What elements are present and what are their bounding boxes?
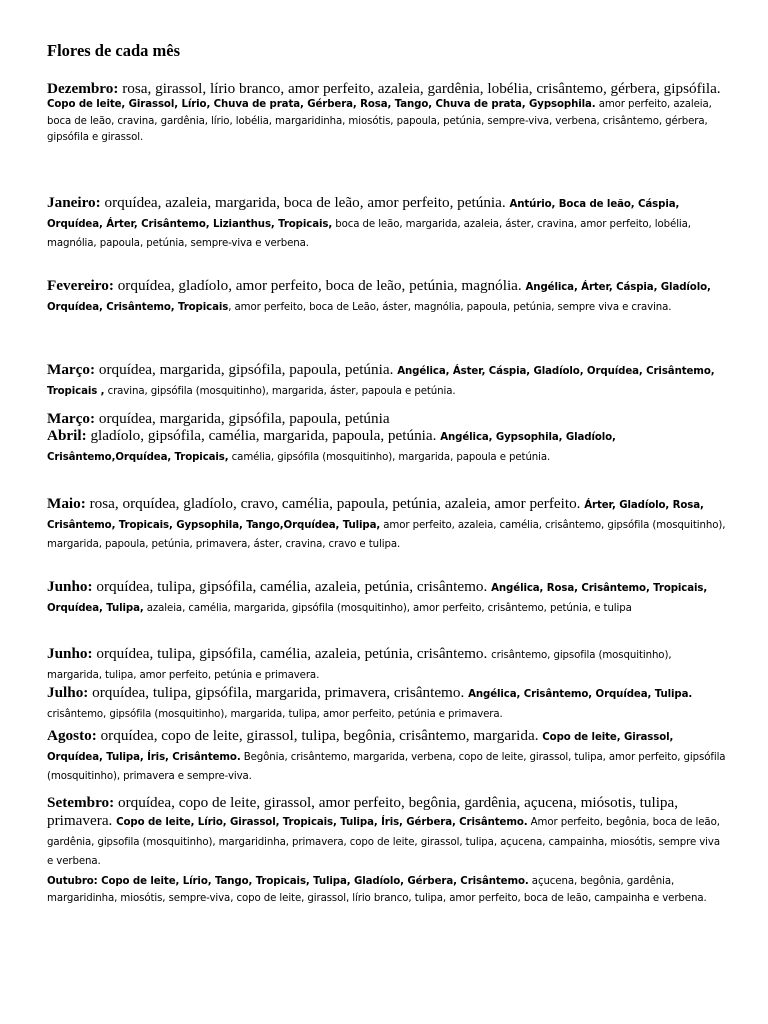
month-summary [47,361,397,378]
month-details-bold: Angélica, Áster, Cáspia, Gladíolo, Orquídea, Crisântemo, Tropicais , [47,366,715,397]
month-summary [47,578,491,595]
month-flowers: orquídea, copo de leite, girassol, tulipa, begônia, crisântemo, margarida. [96,727,543,744]
month-label: Maio: [47,495,86,512]
month-label: Março: [47,410,96,427]
month-summary [47,495,584,512]
month-flowers: orquídea, tulipa, gipsófila, camélia, azaleia, petúnia, crisântemo. [92,578,492,595]
month-details-text: azaleia, camélia, margarida, gipsófila (mosquitinho), amor perfeito, crisântemo, petúnia, e tulipa [143,602,632,614]
month-flowers: orquídea, azaleia, margarida, boca de leão, amor perfeito, petúnia. [100,194,510,211]
month-flowers: orquídea, tulipa, gipsófila, margarida, primavera, crisântemo. [88,684,469,701]
month-flowers: orquídea, gladíolo, amor perfeito, boca de leão, petúnia, magnólia. [113,277,526,294]
month-details-text: camélia, gipsófila (mosquitinho), margarida, papoula e petúnia. [228,451,551,463]
month-details-bold: Copo de leite, Lírio, Girassol, Tropicais, Tulipa, Íris, Gérbera, Crisântemo. [116,817,528,828]
month-details-text: Amor perfeito, begônia, boca de leão, gardênia, gipsofila (mosquitinho), margaridinha, primavera, copo de leite, girassol, tulipa, açucena, campainha, miosótis, sempre viva e verbena. [47,817,720,867]
month-details-text: crisântemo, gipsófila (mosquitinho), margarida, tulipa, amor perfeito, petúnia e primavera. [47,708,503,720]
month-summary [47,684,468,701]
month-label: Agosto: [47,727,97,744]
month-summary [47,410,727,427]
month-flowers: orquídea, copo de leite, girassol, amor perfeito, begônia, gardênia, açucena, miósotis, tulipa, primavera. [47,794,679,829]
month-label: Setembro: [47,794,115,811]
month-summary [47,80,727,97]
month-details-bold: Angélica, Árter, Cáspia, Gladíolo, Orquídea, Crisântemo, Tropicais [47,282,711,313]
section-janeiro [47,194,727,253]
month-summary [47,645,491,662]
month-details-bold: Árter, Gladíolo, Rosa, Crisântemo, Tropicais, Gypsophila, Tango,Orquídea, Tulipa, [47,500,704,531]
month-label: Julho: [47,684,89,701]
section-dezembro [47,80,727,147]
month-details-bold: Copo de leite, Girassol, Lírio, Chuva de prata, Gérbera, Rosa, Tango, Chuva de prata, Gypsophila. [47,99,596,110]
month-summary [47,194,509,211]
month-details-text: amor perfeito, azaleia, boca de leão, cravina, gardênia, lírio, lobélia, margaridinha, miosótis, papoula, petúnia, sempre-viva, verbena, crisântemo, gérbera, gipsófila e girassol. [47,99,712,143]
section-fevereiro [47,277,727,316]
section-junho [47,578,727,617]
month-details-text: crisântemo, gipsofila (mosquitinho), margarida, tulipa, amor perfeito, petúnia e primavera. [47,650,672,681]
month-label: Dezembro: [47,80,119,97]
month-label: Junho: [47,645,93,662]
month-label: Abril: [47,427,87,444]
month-details-text: , amor perfeito, boca de Leão, áster, magnólia, papoula, petúnia, sempre viva e cravina. [228,301,672,313]
section-marco-abril [47,410,727,466]
section-setembro [47,794,727,871]
month-flowers: orquídea, tulipa, gipsófila, camélia, azaleia, petúnia, crisântemo. [92,645,492,662]
month-details [47,817,720,867]
section-marco [47,361,727,400]
month-flowers: orquídea, margarida, gipsófila, papoula, petúnia [95,410,390,427]
month-summary [47,427,440,444]
month-flowers: gladíolo, gipsófila, camélia, margarida, papoula, petúnia. [86,427,441,444]
month-label: Março: [47,361,96,378]
month-summary [47,727,542,744]
month-details-text: boca de leão, margarida, azaleia, áster, cravina, amor perfeito, lobélia, magnólia, papoula, petúnia, sempre-viva e verbena. [47,218,691,249]
month-label: Fevereiro: [47,277,114,294]
month-flowers: orquídea, margarida, gipsófila, papoula, petúnia. [95,361,398,378]
section-maio [47,495,727,554]
month-details-text: amor perfeito, azaleia, camélia, crisântemo, gipsófila (mosquitinho), margarida, papoula, petúnia, primavera, áster, cravina, cravo e tulipa. [47,519,726,550]
month-flowers: rosa, orquídea, gladíolo, cravo, camélia, papoula, petúnia, azaleia, amor perfeito. [85,495,585,512]
month-details-bold: Angélica, Gypsophila, Gladíolo, Crisântemo,Orquídea, Tropicais, [47,432,616,463]
month-details-text: cravina, gipsófila (mosquitinho), margarida, áster, papoula e petúnia. [104,385,456,397]
month-details-bold: Angélica, Rosa, Crisântemo, Tropicais, Orquídea, Tulipa, [47,583,708,614]
section-agosto [47,727,727,786]
document-title: Flores de cada mês [47,41,181,60]
section-junho-julho [47,645,727,723]
month-label: Janeiro: [47,194,101,211]
month-details-bold: Outubro: Copo de leite, Lírio, Tango, Tropicais, Tulipa, Gladíolo, Gérbera, Crisântemo. [47,876,529,887]
month-details-bold: Antúrio, Boca de leão, Cáspia, Orquídea, Árter, Crisântemo, Lizianthus, Tropicais, [47,199,680,230]
month-flowers: rosa, girassol, lírio branco, amor perfeito, azaleia, gardênia, lobélia, crisântemo, gérbera, gipsófila. [118,80,721,97]
month-details-bold: Copo de leite, Girassol, Orquídea, Tulipa, Íris, Crisântemo. [47,732,674,763]
month-summary [47,277,526,294]
month-details [47,97,727,147]
section-outubro [47,874,727,907]
month-details-text: Begônia, crisântemo, margarida, verbena, copo de leite, girassol, tulipa, amor perfeito, gipsófila (mosquitinho), primavera e sempre-viva. [47,751,726,782]
month-details-text: açucena, begônia, gardênia, margaridinha, miosótis, sempre-viva, copo de leite, girassol, lírio branco, tulipa, amor perfeito, boca de leão, campainha e verbena. [47,876,707,904]
month-details-bold: Angélica, Crisântemo, Orquídea, Tulipa. [468,689,693,700]
month-details [47,874,727,907]
month-label: Junho: [47,578,93,595]
